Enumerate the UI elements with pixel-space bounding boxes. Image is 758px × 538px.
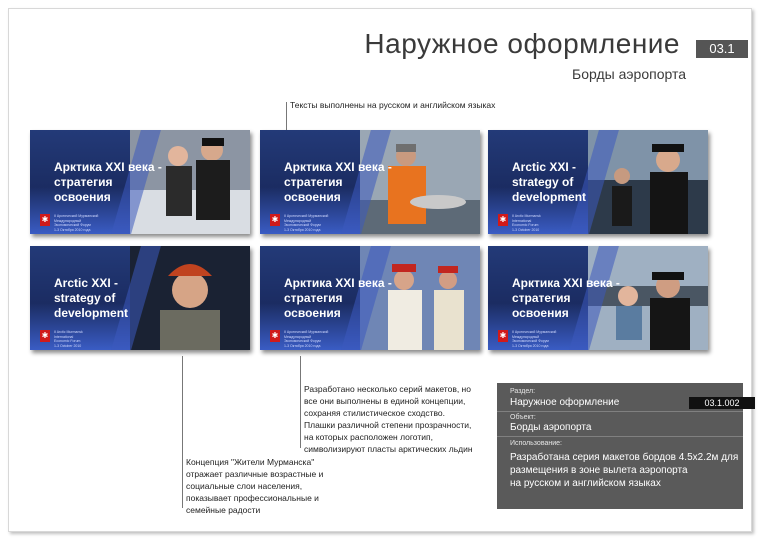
billboard-en-2 xyxy=(30,246,250,350)
note-line: отражает различные возрастные и xyxy=(186,469,324,479)
section-value: Наружное оформление xyxy=(510,397,620,408)
board-headline xyxy=(512,160,586,205)
divider xyxy=(497,436,743,437)
object-value: Борды аэропорта xyxy=(510,422,592,433)
headline-line-1: Арктика XXI века - xyxy=(284,160,392,174)
forum-logo: ✱ xyxy=(41,331,49,340)
headline-line-2: strategy of xyxy=(54,291,116,305)
note-line: символизируют пласты арктических льдин xyxy=(304,444,473,454)
fine-print-line: Международный xyxy=(54,218,82,223)
leader-line xyxy=(300,356,301,448)
board-fine-print xyxy=(54,214,98,232)
divider xyxy=(497,411,743,412)
billboard-ru-1 xyxy=(30,130,250,234)
headline-line-3: development xyxy=(54,306,129,320)
fine-print-line: Экономический Форум xyxy=(284,223,321,227)
note-line: показывает профессиональные и xyxy=(186,493,319,503)
fine-print-line: II Арктический Мурманский xyxy=(512,330,557,334)
page-subtitle: Борды аэропорта xyxy=(572,66,686,82)
series-note xyxy=(304,383,473,455)
fine-print-line: Международный xyxy=(512,334,540,339)
headline-line-3: освоения xyxy=(284,190,341,204)
board-headline xyxy=(284,160,392,205)
billboard-en-1 xyxy=(488,130,708,234)
headline-line-2: стратегия xyxy=(54,175,113,189)
fine-print-line: International xyxy=(512,218,532,223)
forum-logo: ✱ xyxy=(41,215,49,224)
fine-print-line: 1-3 Октября 2010 года xyxy=(284,343,321,348)
note-line: семейные радости xyxy=(186,505,261,515)
section-number-badge: 03.1 xyxy=(696,40,748,58)
headline-line-1: Арктика XXI века - xyxy=(512,276,620,290)
languages-note: Тексты выполнены на русском и английском языках xyxy=(290,100,496,110)
board-fine-print xyxy=(284,330,328,348)
headline-line-2: стратегия xyxy=(284,291,343,305)
headline-line-3: освоения xyxy=(284,306,341,320)
board-fine-print xyxy=(284,214,328,232)
section-label: Раздел: xyxy=(510,388,536,395)
forum-logo: ✱ xyxy=(499,215,507,224)
forum-logo: ✱ xyxy=(271,331,279,340)
board-headline xyxy=(54,160,162,205)
fine-print-line: 1-3 October 2010 xyxy=(512,227,540,232)
note-line: Концепция "Жители Мурманска" xyxy=(186,457,315,467)
fine-print-line: International xyxy=(54,334,74,339)
fine-print-line: Economic Forum xyxy=(512,223,539,227)
headline-line-2: strategy of xyxy=(512,175,574,189)
fine-print-line: Economic Forum xyxy=(54,339,81,343)
note-line: сохраняя стилистическое сходство. xyxy=(304,408,446,418)
headline-line-3: освоения xyxy=(54,190,111,204)
board-fine-print xyxy=(54,330,83,348)
fine-print-line: 1-3 Октября 2010 года xyxy=(54,227,91,232)
billboard-ru-3 xyxy=(260,246,480,350)
info-panel xyxy=(497,383,743,509)
fine-print-line: II Арктический Мурманский xyxy=(284,214,329,218)
note-line: Разработано несколько серий макетов, но xyxy=(304,384,471,394)
board-fine-print xyxy=(512,214,541,232)
fine-print-line: 1-3 October 2010 xyxy=(54,343,82,348)
concept-note xyxy=(186,456,323,516)
usage-label: Использование: xyxy=(510,440,562,447)
billboard-ru-4 xyxy=(488,246,708,350)
usage-line: на русском и английском языках xyxy=(510,478,661,489)
headline-line-3: development xyxy=(512,190,587,204)
billboard-ru-2 xyxy=(260,130,480,234)
headline-line-2: стратегия xyxy=(284,175,343,189)
fine-print-line: II Арктический Мурманский xyxy=(284,330,329,334)
board-headline xyxy=(512,276,620,321)
fine-print-line: Экономический Форум xyxy=(54,223,91,227)
usage-value xyxy=(510,451,738,490)
headline-line-1: Арктика XXI века - xyxy=(54,160,162,174)
note-line: все они выполнены в единой концепции, xyxy=(304,396,466,406)
leader-line xyxy=(182,356,183,508)
fine-print-line: Экономический Форум xyxy=(284,339,321,343)
fine-print-line: 1-3 Октября 2010 года xyxy=(284,227,321,232)
headline-line-1: Arctic XXI - xyxy=(512,160,577,174)
note-line: Плашки различной степени прозрачности, xyxy=(304,420,472,430)
fine-print-line: Экономический Форум xyxy=(512,339,549,343)
headline-line-2: стратегия xyxy=(512,291,571,305)
headline-line-3: освоения xyxy=(512,306,569,320)
forum-logo: ✱ xyxy=(499,331,507,340)
board-headline xyxy=(284,276,392,321)
fine-print-line: II Arctic Murmansk xyxy=(512,214,541,218)
fine-print-line: Международный xyxy=(284,218,312,223)
headline-line-1: Arctic XXI - xyxy=(54,276,119,290)
fine-print-line: Международный xyxy=(284,334,312,339)
board-headline xyxy=(54,276,128,321)
page-title: Наружное оформление xyxy=(364,28,680,59)
usage-line: Разработана серия макетов бордов 4.5x2.2м для xyxy=(510,452,739,463)
headline-line-1: Арктика XXI века - xyxy=(284,276,392,290)
fine-print-line: 1-3 Октября 2010 года xyxy=(512,343,549,348)
item-code-badge: 03.1.002 xyxy=(689,397,755,409)
fine-print-line: II Арктический Мурманский xyxy=(54,214,99,218)
fine-print-line: II Arctic Murmansk xyxy=(54,330,83,334)
object-label: Объект: xyxy=(510,414,536,421)
forum-logo: ✱ xyxy=(271,215,279,224)
board-fine-print xyxy=(512,330,556,348)
usage-line: размещения в зоне вылета аэропорта xyxy=(510,465,688,476)
note-line: на которых расположен логотип, xyxy=(304,432,433,442)
note-line: социальные слои населения, xyxy=(186,481,303,491)
